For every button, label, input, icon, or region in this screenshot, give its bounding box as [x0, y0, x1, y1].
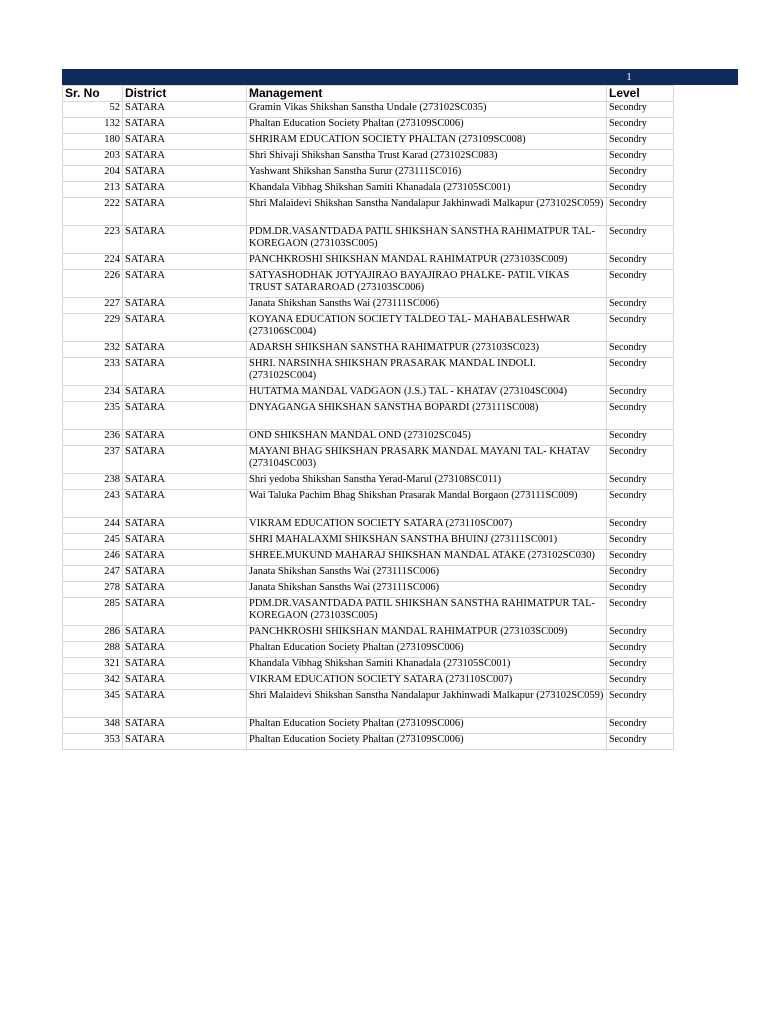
row-sr-no: 132	[63, 118, 123, 134]
table-row	[63, 490, 674, 518]
table-row	[63, 642, 674, 658]
row-management: MAYANI BHAG SHIKSHAN PRASARK MANDAL MAYANI TAL- KHATAV (273104SC003)	[247, 446, 607, 474]
row-level: Secondry	[607, 134, 674, 150]
row-district: SATARA	[123, 534, 247, 550]
row-level: Secondry	[607, 718, 674, 734]
row-district: SATARA	[123, 582, 247, 598]
header-sr-no: Sr. No	[63, 86, 123, 102]
row-sr-no: 345	[63, 690, 123, 718]
row-sr-no: 245	[63, 534, 123, 550]
row-district: SATARA	[123, 166, 247, 182]
row-district: SATARA	[123, 490, 247, 518]
row-level: Secondry	[607, 566, 674, 582]
row-sr-no: 52	[63, 102, 123, 118]
row-sr-no: 243	[63, 490, 123, 518]
row-management: SATYASHODHAK JOTYAJIRAO BAYAJIRAO PHALKE- PATIL VIKAS TRUST SATARAROAD (273103SC006)	[247, 270, 607, 298]
row-level: Secondry	[607, 550, 674, 566]
table-row	[63, 566, 674, 582]
table-row	[63, 402, 674, 430]
table-row	[63, 430, 674, 446]
row-sr-no: 246	[63, 550, 123, 566]
table-row	[63, 690, 674, 718]
row-management: Janata Shikshan Sansths Wai (273111SC006)	[247, 566, 607, 582]
table-row	[63, 534, 674, 550]
table-row	[63, 626, 674, 642]
header-level: Level	[607, 86, 674, 102]
row-management: PANCHKROSHI SHIKSHAN MANDAL RAHIMATPUR (273103SC009)	[247, 254, 607, 270]
table-row	[63, 518, 674, 534]
row-district: SATARA	[123, 150, 247, 166]
row-sr-no: 237	[63, 446, 123, 474]
row-district: SATARA	[123, 674, 247, 690]
row-level: Secondry	[607, 658, 674, 674]
row-sr-no: 247	[63, 566, 123, 582]
table-row	[63, 358, 674, 386]
row-sr-no: 213	[63, 182, 123, 198]
table-row	[63, 102, 674, 118]
row-management: HUTATMA MANDAL VADGAON (J.S.) TAL - KHATAV (273104SC004)	[247, 386, 607, 402]
header-district: District	[123, 86, 247, 102]
row-management: SHRI MAHALAXMI SHIKSHAN SANSTHA BHUINJ (273111SC001)	[247, 534, 607, 550]
row-management: KOYANA EDUCATION SOCIETY TALDEO TAL- MAHABALESHWAR (273106SC004)	[247, 314, 607, 342]
row-management: Shri Malaidevi Shikshan Sanstha Nandalapur Jakhinwadi Malkapur (273102SC059)	[247, 198, 607, 226]
row-sr-no: 288	[63, 642, 123, 658]
row-sr-no: 342	[63, 674, 123, 690]
row-management: Shri yedoba Shikshan Sanstha Yerad-Marul (273108SC011)	[247, 474, 607, 490]
row-management: PDM.DR.VASANTDADA PATIL SHIKSHAN SANSTHA RAHIMATPUR TAL-KOREGAON (273103SC005)	[247, 226, 607, 254]
row-management: PANCHKROSHI SHIKSHAN MANDAL RAHIMATPUR (273103SC009)	[247, 626, 607, 642]
row-management: SHRI. NARSINHA SHIKSHAN PRASARAK MANDAL INDOLI. (273102SC004)	[247, 358, 607, 386]
row-district: SATARA	[123, 642, 247, 658]
row-sr-no: 204	[63, 166, 123, 182]
row-sr-no: 285	[63, 598, 123, 626]
table-row	[63, 314, 674, 342]
row-district: SATARA	[123, 118, 247, 134]
table-row	[63, 658, 674, 674]
row-sr-no: 224	[63, 254, 123, 270]
row-management: Khandala Vibhag Shikshan Samiti Khanadala (273105SC001)	[247, 658, 607, 674]
row-management: VIKRAM EDUCATION SOCIETY SATARA (273110SC007)	[247, 674, 607, 690]
header-bar	[62, 69, 738, 85]
row-management: Phaltan Education Society Phaltan (273109SC006)	[247, 718, 607, 734]
row-level: Secondry	[607, 298, 674, 314]
table-row	[63, 254, 674, 270]
row-district: SATARA	[123, 182, 247, 198]
row-level: Secondry	[607, 674, 674, 690]
row-level: Secondry	[607, 226, 674, 254]
row-level: Secondry	[607, 198, 674, 226]
row-district: SATARA	[123, 342, 247, 358]
row-sr-no: 235	[63, 402, 123, 430]
row-management: Gramin Vikas Shikshan Sanstha Undale (273102SC035)	[247, 102, 607, 118]
row-district: SATARA	[123, 690, 247, 718]
table-body	[63, 102, 674, 750]
row-management: Wai Taluka Pachim Bhag Shikshan Prasarak Mandal Borgaon (273111SC009)	[247, 490, 607, 518]
row-district: SATARA	[123, 474, 247, 490]
row-level: Secondry	[607, 358, 674, 386]
row-management: Phaltan Education Society Phaltan (273109SC006)	[247, 734, 607, 750]
row-level: Secondry	[607, 490, 674, 518]
row-level: Secondry	[607, 102, 674, 118]
row-sr-no: 238	[63, 474, 123, 490]
table-row	[63, 446, 674, 474]
row-district: SATARA	[123, 358, 247, 386]
row-level: Secondry	[607, 430, 674, 446]
table-row	[63, 298, 674, 314]
row-management: Janata Shikshan Sansths Wai (273111SC006)	[247, 298, 607, 314]
table-row	[63, 270, 674, 298]
row-level: Secondry	[607, 118, 674, 134]
row-level: Secondry	[607, 402, 674, 430]
row-level: Secondry	[607, 446, 674, 474]
row-management: Phaltan Education Society Phaltan (273109SC006)	[247, 642, 607, 658]
row-district: SATARA	[123, 658, 247, 674]
row-management: SHREE.MUKUND MAHARAJ SHIKSHAN MANDAL ATAKE (273102SC030)	[247, 550, 607, 566]
row-management: OND SHIKSHAN MANDAL OND (273102SC045)	[247, 430, 607, 446]
row-sr-no: 226	[63, 270, 123, 298]
row-district: SATARA	[123, 518, 247, 534]
row-district: SATARA	[123, 402, 247, 430]
table-row	[63, 582, 674, 598]
row-level: Secondry	[607, 474, 674, 490]
row-level: Secondry	[607, 254, 674, 270]
table-row	[63, 166, 674, 182]
header-management: Management	[247, 86, 607, 102]
row-level: Secondry	[607, 166, 674, 182]
row-level: Secondry	[607, 534, 674, 550]
row-level: Secondry	[607, 314, 674, 342]
row-district: SATARA	[123, 298, 247, 314]
row-sr-no: 278	[63, 582, 123, 598]
row-level: Secondry	[607, 690, 674, 718]
row-management: SHRIRAM EDUCATION SOCIETY PHALTAN (273109SC008)	[247, 134, 607, 150]
row-level: Secondry	[607, 642, 674, 658]
row-sr-no: 234	[63, 386, 123, 402]
row-sr-no: 203	[63, 150, 123, 166]
row-management: ADARSH SHIKSHAN SANSTHA RAHIMATPUR (273103SC023)	[247, 342, 607, 358]
row-district: SATARA	[123, 598, 247, 626]
row-sr-no: 180	[63, 134, 123, 150]
table-row	[63, 386, 674, 402]
table-row	[63, 182, 674, 198]
row-management: Shri Malaidevi Shikshan Sanstha Nandalapur Jakhinwadi Malkapur (273102SC059)	[247, 690, 607, 718]
table-row	[63, 342, 674, 358]
table-row	[63, 598, 674, 626]
row-district: SATARA	[123, 734, 247, 750]
row-district: SATARA	[123, 270, 247, 298]
row-district: SATARA	[123, 254, 247, 270]
row-district: SATARA	[123, 386, 247, 402]
table-row	[63, 134, 674, 150]
row-sr-no: 232	[63, 342, 123, 358]
row-sr-no: 348	[63, 718, 123, 734]
row-district: SATARA	[123, 550, 247, 566]
row-district: SATARA	[123, 566, 247, 582]
row-sr-no: 227	[63, 298, 123, 314]
row-district: SATARA	[123, 226, 247, 254]
table-row	[63, 674, 674, 690]
row-district: SATARA	[123, 718, 247, 734]
row-sr-no: 236	[63, 430, 123, 446]
header-row	[63, 86, 674, 102]
row-management: Yashwant Shikshan Sanstha Surur (273111SC016)	[247, 166, 607, 182]
table-row	[63, 118, 674, 134]
row-management: DNYAGANGA SHIKSHAN SANSTHA BOPARDI (273111SC008)	[247, 402, 607, 430]
table-row	[63, 198, 674, 226]
row-level: Secondry	[607, 734, 674, 750]
table-row	[63, 718, 674, 734]
row-sr-no: 222	[63, 198, 123, 226]
row-district: SATARA	[123, 134, 247, 150]
row-level: Secondry	[607, 270, 674, 298]
row-district: SATARA	[123, 198, 247, 226]
table-row	[63, 550, 674, 566]
row-district: SATARA	[123, 102, 247, 118]
table-row	[63, 226, 674, 254]
table-row	[63, 734, 674, 750]
row-district: SATARA	[123, 626, 247, 642]
row-level: Secondry	[607, 626, 674, 642]
page-number: 1	[626, 71, 632, 83]
row-management: VIKRAM EDUCATION SOCIETY SATARA (273110SC007)	[247, 518, 607, 534]
row-district: SATARA	[123, 314, 247, 342]
row-sr-no: 286	[63, 626, 123, 642]
row-level: Secondry	[607, 342, 674, 358]
row-level: Secondry	[607, 598, 674, 626]
row-sr-no: 244	[63, 518, 123, 534]
row-district: SATARA	[123, 430, 247, 446]
row-management: Khandala Vibhag Shikshan Samiti Khanadala (273105SC001)	[247, 182, 607, 198]
row-sr-no: 229	[63, 314, 123, 342]
table-row	[63, 150, 674, 166]
row-sr-no: 353	[63, 734, 123, 750]
row-sr-no: 321	[63, 658, 123, 674]
row-level: Secondry	[607, 518, 674, 534]
row-level: Secondry	[607, 150, 674, 166]
row-management: Janata Shikshan Sansths Wai (273111SC006)	[247, 582, 607, 598]
table-row	[63, 474, 674, 490]
row-sr-no: 233	[63, 358, 123, 386]
schools-table	[62, 85, 674, 750]
row-management: Phaltan Education Society Phaltan (273109SC006)	[247, 118, 607, 134]
row-level: Secondry	[607, 582, 674, 598]
row-management: PDM.DR.VASANTDADA PATIL SHIKSHAN SANSTHA RAHIMATPUR TAL-KOREGAON (273103SC005)	[247, 598, 607, 626]
row-district: SATARA	[123, 446, 247, 474]
row-level: Secondry	[607, 386, 674, 402]
row-management: Shri Shivaji Shikshan Sanstha Trust Karad (273102SC083)	[247, 150, 607, 166]
row-sr-no: 223	[63, 226, 123, 254]
row-level: Secondry	[607, 182, 674, 198]
